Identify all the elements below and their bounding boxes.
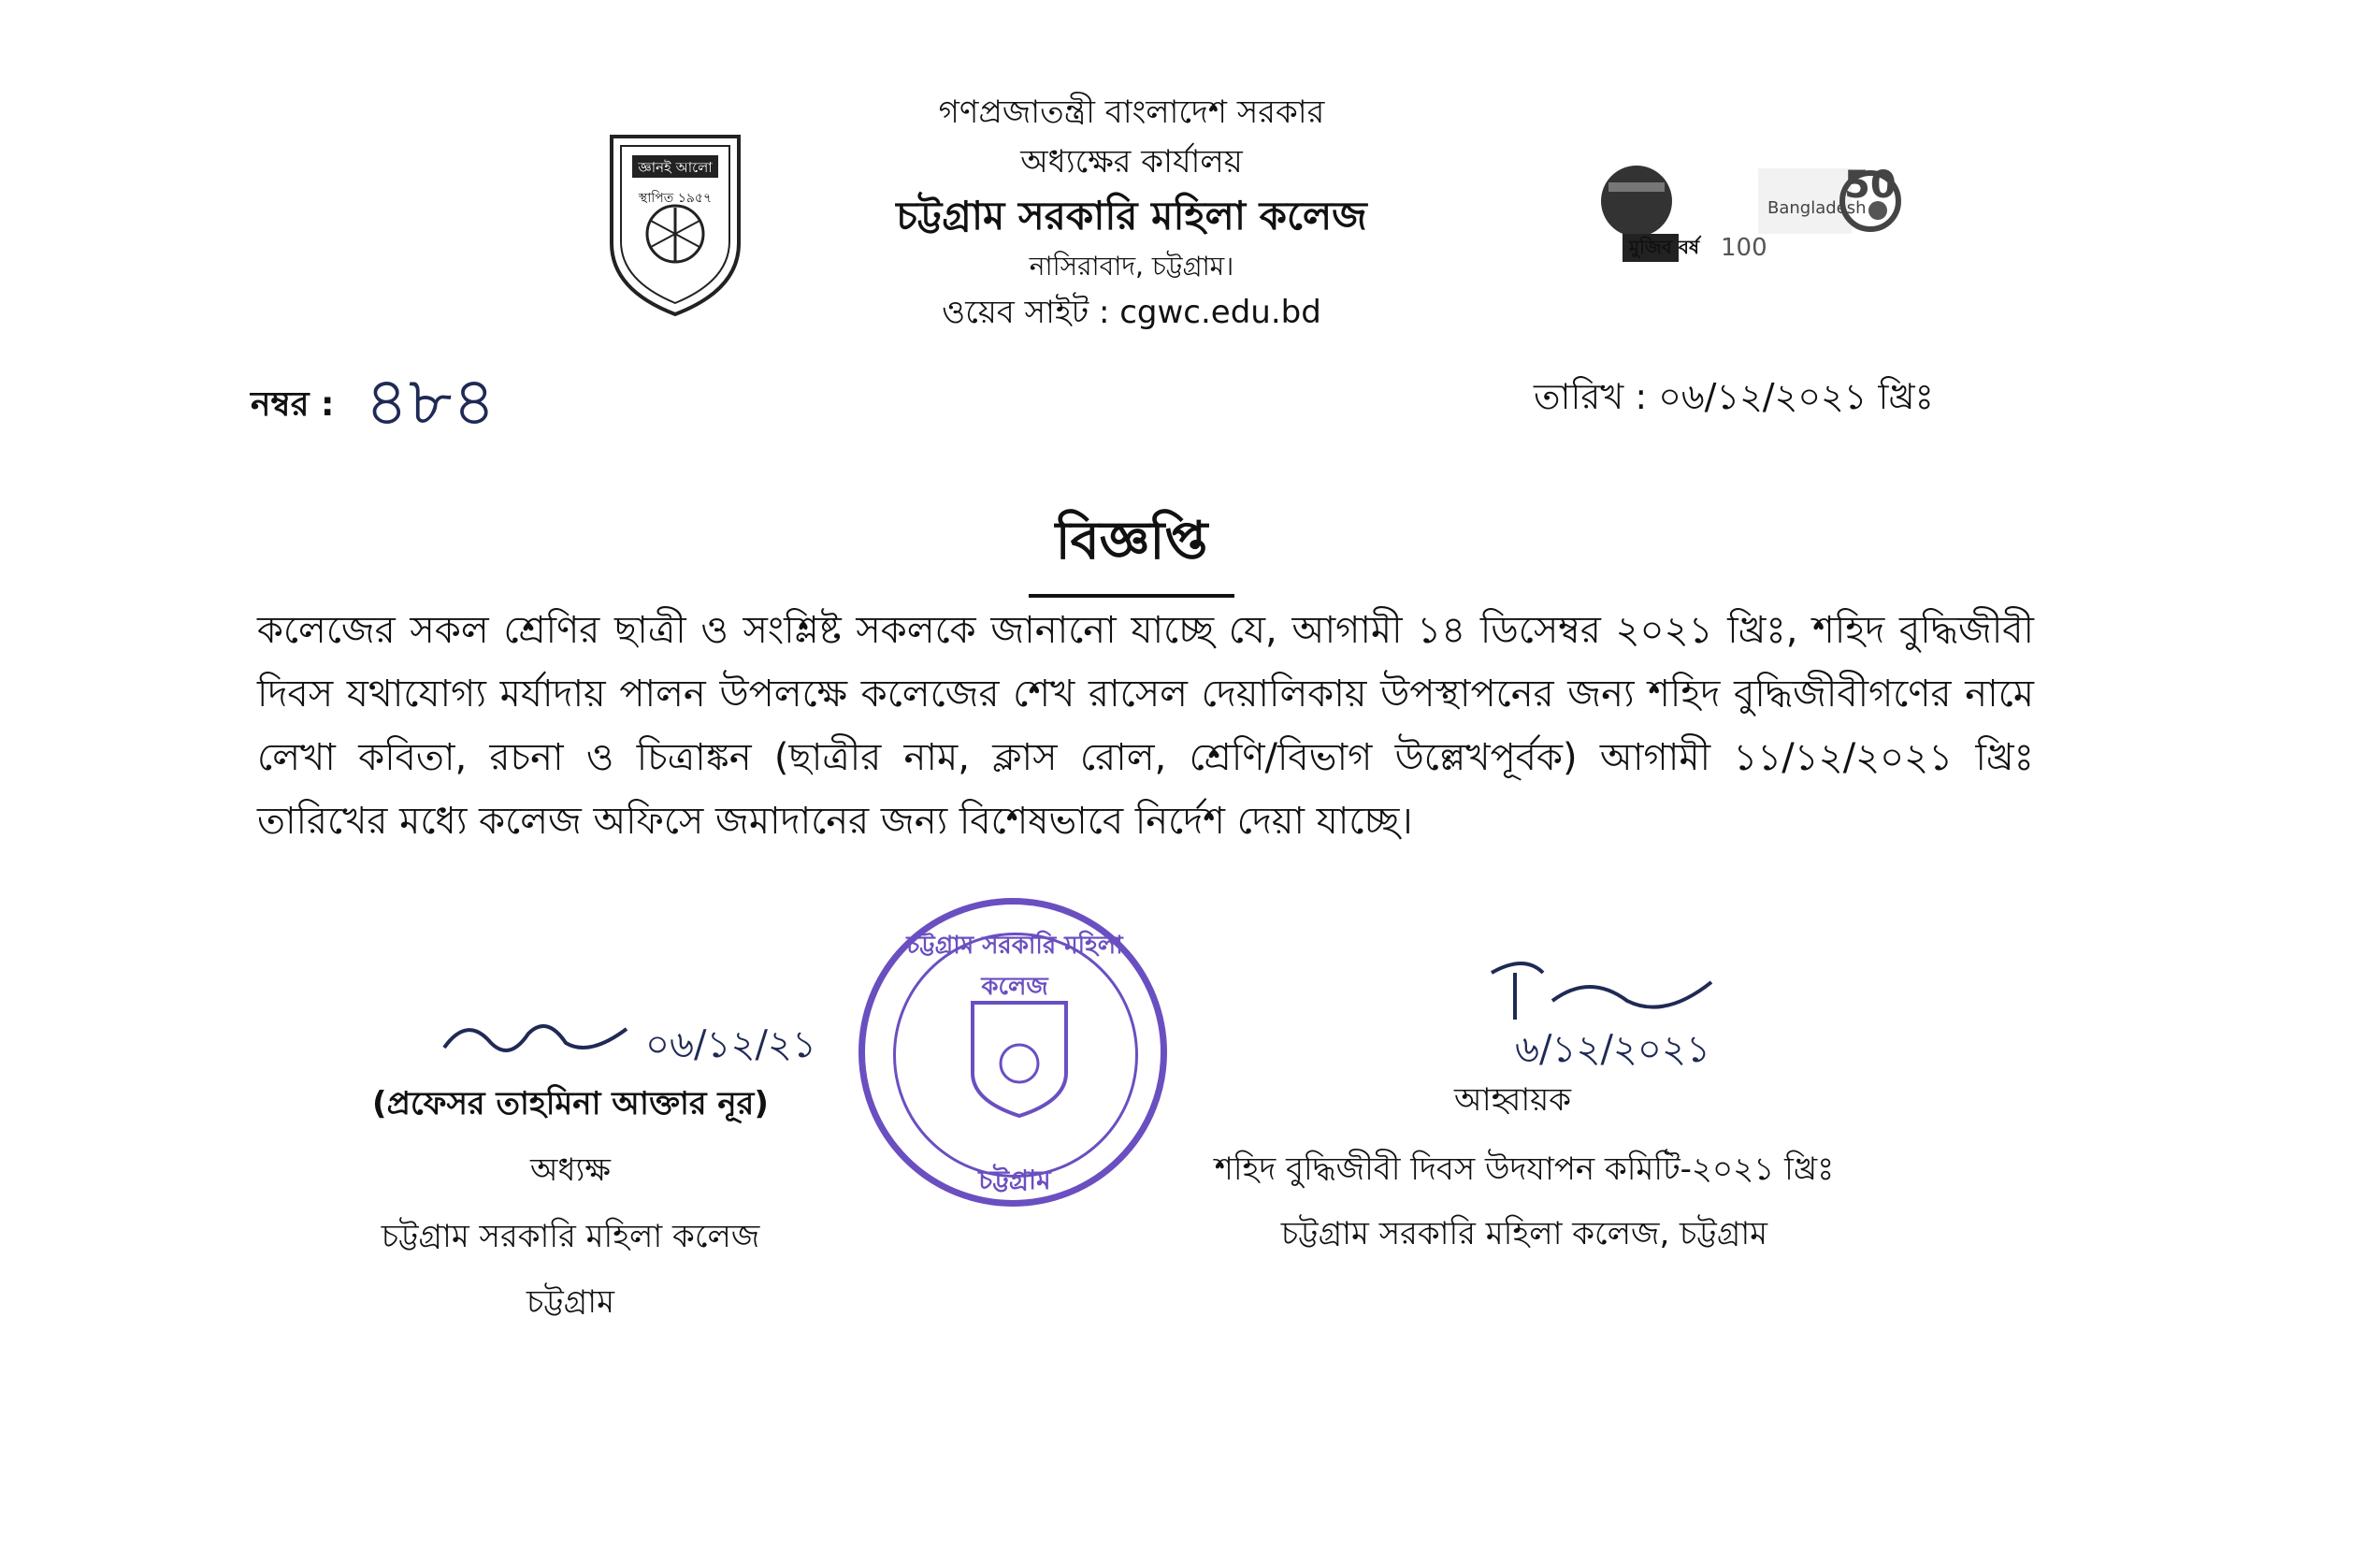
bangladesh-50: 50 [1844,164,1897,207]
committee-name: শহিদ বুদ্ধিজীবী দিবস উদযাপন কমিটি-২০২১ খ্রিঃ [1214,1151,1835,1188]
principal-city: চট্টগ্রাম [526,1283,614,1322]
left-signature-icon [440,1010,645,1070]
notice-title: বিজ্ঞপ্তি [1029,500,1234,598]
notice-body: কলেজের সকল শ্রেণির ছাত্রী ও সংশ্লিষ্ট সকলকে জানানো যাচ্ছে যে, আগামী ১৪ ডিসেম্বর ২০২১ খ্রিঃ, শহিদ বুদ্ধিজীবী দিবস যথাযোগ্য মর্যাদায় পালন উপলক্ষে কলেজের শেখ রাসেল দেয়ালিকায় উপস্থাপনের জন্য শহিদ বুদ্ধিজীবীগণের নামে লেখা কবিতা, রচনা ও চিত্রাঙ্কন (ছাত্রীর নাম, ক্লাস রোল, শ্রেণি/বিভাগ উল্লেখপূর্বক) আগামী ১১/১২/২০২১ খ্রিঃ তারিখের মধ্যে কলেজ অফিসে জমাদানের জন্য বিশেষভাবে নির্দেশ দেয়া যাচ্ছে। [257,609,2034,843]
date: তারিখ : ০৬/১২/২০২১ খ্রিঃ [1534,376,1934,417]
mujib-text: মুজিব বর্ষ [1629,236,1699,258]
crest-established: স্থাপিত ১৯৫৭ [638,191,713,206]
convener-designation: আহ্বায়ক [1454,1081,1572,1119]
govt-line: গণপ্রজাতন্ত্রী বাংলাদেশ সরকার [938,94,1325,131]
principal-institution: চট্টগ্রাম সরকারি মহিলা কলেজ [381,1217,760,1255]
left-signature-date: ০৬/১২/২১ [645,1023,816,1066]
crest-motto: জ্ঞানই আলো [638,159,713,176]
address: নাসিরাবাদ, চট্টগ্রাম। [1029,250,1234,282]
memo-number-value: ৪৮৪ [365,362,497,441]
memo-number-label: নম্বর : [251,385,335,424]
bangladesh-text: Bangladesh [1767,198,1867,218]
left-signature-block [281,1085,860,1322]
right-signature-date: ৬/১২/২০২১ [1515,1028,1710,1071]
header [842,94,1421,331]
principal-name: (প্রফেসর তাহমিনা আক্তার নূর) [372,1085,769,1122]
office-line: অধ্যক্ষের কার্যালয় [1020,142,1243,181]
mujib-100: 100 [1721,234,1767,262]
college-name: চট্টগ্রাম সরকারি মহিলা কলেজ [896,192,1367,239]
stamp-ring-text: চট্টগ্রাম সরকারি মহিলা কলেজ [906,932,1123,1001]
right-signature-block [1122,1151,1926,1253]
website: ওয়েব সাইট : cgwc.edu.bd [942,293,1321,331]
committee-institution: চট্টগ্রাম সরকারি মহিলা কলেজ, চট্টগ্রাম [1280,1214,1768,1252]
stamp-bottom-text: চট্টগ্রাম [978,1165,1051,1195]
principal-designation: অধ্যক্ষ [530,1151,611,1189]
